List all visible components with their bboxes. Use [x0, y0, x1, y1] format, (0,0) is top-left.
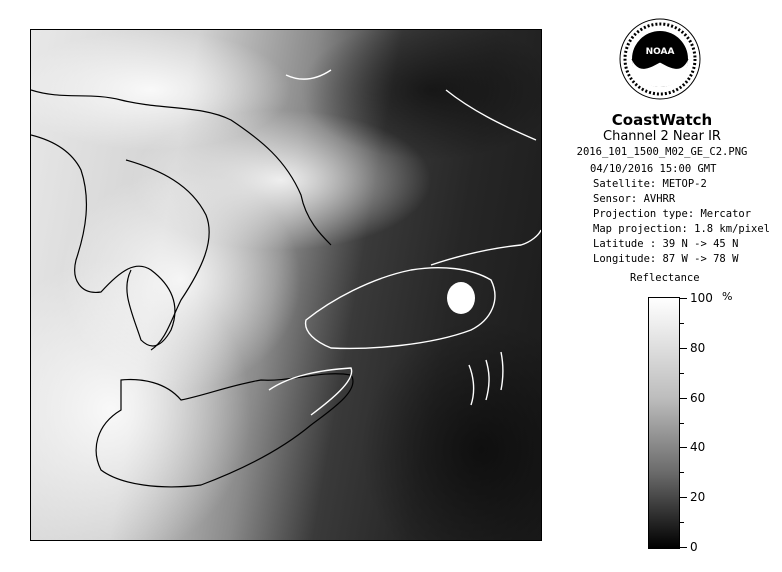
lake-erie-east-shore	[269, 368, 352, 415]
filename-label: 2016_101_1500_M02_GE_C2.PNG	[576, 146, 748, 158]
colorbar-major-tick	[680, 298, 687, 299]
colorbar-major-tick	[680, 547, 687, 548]
colorbar-major-tick	[680, 447, 687, 448]
colorbar-tick-label: 80	[690, 340, 706, 355]
datetime-label: 04/10/2016 15:00 GMT	[590, 163, 717, 175]
colorbar-title: Reflectance	[630, 272, 700, 284]
colorbar-minor-tick	[680, 323, 684, 324]
colorbar-tick-label: 60	[690, 390, 706, 405]
reflectance-colorbar	[648, 297, 680, 549]
sensor-label: Sensor: AVHRR	[593, 193, 676, 205]
dark-land	[361, 320, 541, 540]
projection-type-label: Projection type: Mercator	[593, 208, 752, 220]
colorbar-minor-tick	[680, 373, 684, 374]
coastline-overlay	[31, 30, 541, 540]
map-projection-label: Map projection: 1.8 km/pixel	[593, 223, 771, 235]
logo-text: NOAA	[645, 47, 675, 57]
colorbar-tick-label: 100	[690, 291, 713, 305]
colorbar-tick-label: 20	[690, 490, 706, 505]
latitude-label: Latitude : 39 N -> 45 N	[593, 238, 739, 250]
colorbar-minor-tick	[680, 522, 684, 523]
noaa-logo	[619, 18, 701, 100]
longitude-label: Longitude: 87 W -> 78 W	[593, 253, 739, 265]
noaa-seal-icon	[619, 18, 701, 100]
brand-title: CoastWatch	[611, 111, 713, 129]
colorbar-major-tick	[680, 398, 687, 399]
colorbar-minor-tick	[680, 423, 684, 424]
satellite-label: Satellite: METOP-2	[593, 178, 707, 190]
colorbar-minor-tick	[680, 472, 684, 473]
colorbar-tick-label: 0	[690, 540, 698, 554]
channel-label: Channel 2 Near IR	[603, 129, 721, 144]
colorbar-tick-label: 40	[690, 440, 706, 455]
st-lawrence-shore	[431, 230, 541, 265]
bright-cloud-patch	[447, 282, 475, 314]
colorbar-major-tick	[680, 497, 687, 498]
colorbar-unit: %	[722, 290, 733, 303]
satellite-image-map	[30, 29, 542, 541]
colorbar-major-tick	[680, 348, 687, 349]
